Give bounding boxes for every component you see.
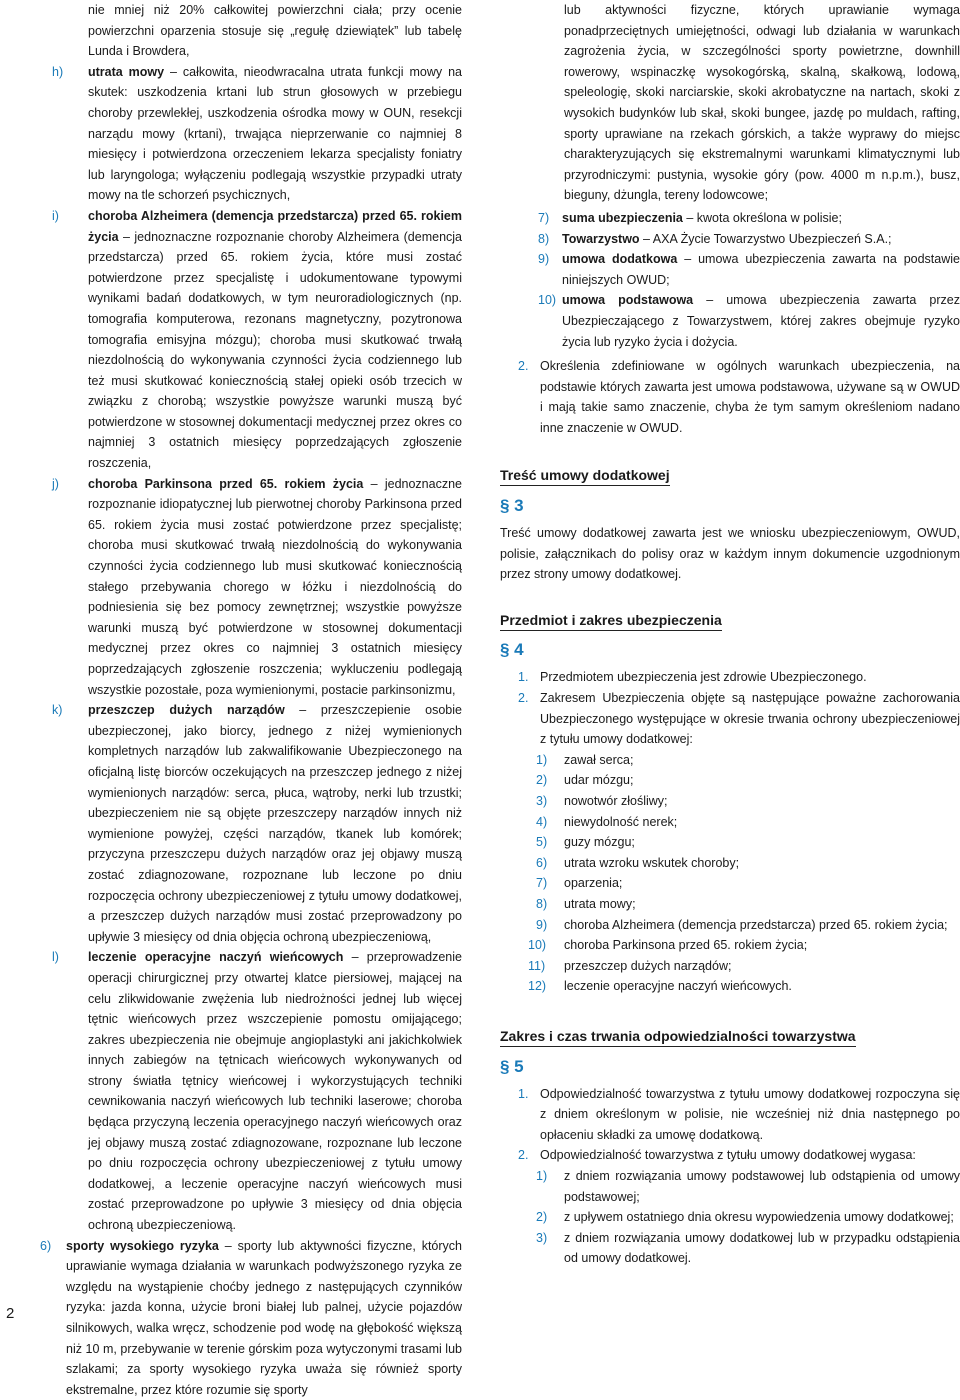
list-item <box>500 976 960 997</box>
list-item-text: choroba Parkinsona przed 65. rokiem życia; <box>564 938 808 953</box>
list-item-text: z upływem ostatniego dnia okresu wypowiedzenia umowy dodatkowej; <box>564 1210 954 1225</box>
list-marker: 3) <box>536 794 548 808</box>
intro-paragraph: nie mniej niż 20% całkowitej powierzchni ciała; przy ocenie powierzchni oparzenia stosuje się „regułę dziewiątek” lub tabelę Lunda i Browdera, <box>88 3 462 59</box>
list-marker: 7) <box>536 876 548 891</box>
point-2 <box>500 688 960 750</box>
list-item-text: przeszczep dużych narządów; <box>564 958 732 973</box>
list-item-text: – umowa ubezpieczenia zawarta przez Ubezpieczającego z Towarzystwem, której zakres obejmuje ryzyko życia lub ryzyko życia i dożycia. <box>562 293 960 349</box>
term: umowa podstawowa <box>562 293 694 308</box>
term: sporty wysokiego ryzyka <box>66 1238 219 1253</box>
term: choroba Parkinsona przed 65. rokiem życia <box>88 476 364 491</box>
list-item <box>500 812 960 833</box>
list-marker: 2) <box>536 773 548 788</box>
list-marker: 9) <box>538 252 550 267</box>
list-item <box>500 935 960 956</box>
definition-text: – przeprowadzenie operacji chirurgicznej przy otwartej klatce piersiowej, mającej na celu zlikwidowanie zwężenia lub niedrożności jednej lub więcej tętnic wieńcowych przez wszczepienie pomostu omijającego; zakres ubezpieczenia nie obejmuje angioplastyki ani jakichkolwiek innych zabiegów na tętnicach wieńcowych wykonywanych od strony światła tętnicy wieńcowej i wykorzystujących techniki cewnikowania naczyń wieńcowych lub techniki laserowe; choroba będąca przyczyną leczenia operacyjnego naczyń wieńcowych oraz jej objawy muszą zostać zdiagnozowane, rozpoznane lub leczone po dniu rozpoczęcia ochrony ubezpieczeniowej z tytułu umowy dodatkowej, a leczenie operacyjne naczyń wieńcowych musi zostać przeprowadzone po upływie 3 miesięcy od dnia objęcia ochroną ubezpieczeniową. <box>88 950 462 1233</box>
point-text: Przedmiotem ubezpieczenia jest zdrowie Ubezpieczonego. <box>540 670 867 685</box>
section-text: Treść umowy dodatkowej zawarta jest we wniosku ubezpieczeniowym, OWUD, polisie, załącznikach do polisy oraz w każdym innym dokumencie uzgodnionym przez strony umowy dodatkowej. <box>500 526 960 582</box>
point-marker: 1. <box>518 670 529 685</box>
term: utrata mowy <box>88 64 165 79</box>
list-marker: l) <box>52 950 59 965</box>
list-item <box>500 229 960 250</box>
expiry-list <box>500 1166 960 1269</box>
list-item <box>500 1207 960 1228</box>
left-column <box>40 0 462 1400</box>
list-item-text: zawał serca; <box>564 752 634 767</box>
list-marker: 7) <box>538 210 550 225</box>
list-marker: 12) <box>528 979 547 994</box>
list-marker: 5) <box>536 835 548 850</box>
page-number: 2 <box>6 1305 15 1322</box>
paragraph-symbol: § 4 <box>500 640 524 660</box>
list-marker: 10) <box>538 293 557 308</box>
list-marker: i) <box>52 208 59 223</box>
term: leczenie operacyjne naczyń wieńcowych <box>88 950 344 965</box>
list-item-text: choroba Alzheimera (demencja przedstarcza) przed 65. rokiem życia; <box>564 917 948 932</box>
point-1 <box>500 1084 960 1146</box>
definition-h <box>40 62 462 206</box>
list-marker: 6) <box>40 1238 52 1253</box>
list-marker: 2) <box>536 1210 548 1225</box>
list-item <box>500 853 960 874</box>
list-marker: 1) <box>536 1168 548 1183</box>
definition-text: – sporty lub aktywności fizyczne, których uprawianie wymaga działania w warunkach podwyższonego ryzyka ze względu na wystąpienie choćby jednego z następujących czynników ryzyka: jazda konna, użycie broni białej lub palnej, użycie pojazdów silnikowych, walka wręcz, schodzenie pod wodę na głębokość większą niż 10 m, przebywanie w terenie górskim poza wytyczonymi trasami lub szlakami; za sporty wysokiego ryzyka uważa się również sporty ekstremalne, przez które rozumie się sporty <box>66 1238 462 1397</box>
definition-6 <box>40 1236 462 1400</box>
list-item-text: guzy mózgu; <box>564 835 635 850</box>
list-item-text: utrata mowy; <box>564 896 636 911</box>
definition-text: – jednoznaczne rozpoznanie idiopatycznej lub pierwotnej choroby Parkinsona przed 65. rokiem życia musi zostać potwierdzone przez specjalistę; choroba musi skutkować trwałą niezdolnością do wykonywania czynności życia codziennego lub musi skutkować koniecznością stałego przebywania chorego w łóżku i niezdolnością do podniesienia się bez pomocy zewnętrznej; wszystkie powyższe warunki muszą być potwierdzone w stosownej dokumentacji medycznej przez okres co najmniej 3 ostatnich miesięcy poprzedzających zgłoszenie roszczenia; wykluczeniu podlegają wszystkie pozostałe, poza wymienionymi, postacie parkinsonizmu, <box>88 476 462 697</box>
list-item <box>500 290 960 352</box>
definition-j <box>40 474 462 701</box>
list-item-text: – kwota określona w polisie; <box>682 210 842 225</box>
list-item <box>500 894 960 915</box>
definition-k <box>40 700 462 947</box>
definition-l <box>40 947 462 1235</box>
list-marker: 1) <box>536 752 548 767</box>
definition-list <box>500 208 960 352</box>
list-item <box>500 249 960 290</box>
continued-definition: lub aktywności fizyczne, których uprawianie wymaga ponadprzeciętnych umiejętności, odwagi lub działania w warunkach zagrożenia życia, w szczególności sporty powietrzne, downhill rowerowy, wspinaczkę wysokogórską, skalną, skałkową, lodową, speleologię, skoki narciarskie, skoki akrobatyczne na nartach, skoki z wysokich budynków lub skał, skoki bungee, jazdę po muldach, rafting, sporty uprawiane na rzekach górskich, a także wyprawy do miejsc charakteryzujących się ekstremalnymi warunkami klimatycznymi lub przyrodniczymi: pustynia, wysokie góry (pow. 4000 m n.p.m.), busz, bieguny, dżungla, tereny lodowcowe; <box>564 3 960 203</box>
list-item-text: – umowa ubezpieczenia zawarta na podstawie niniejszych OWUD; <box>562 252 960 287</box>
point-2 <box>500 1145 960 1166</box>
section-title: Treść umowy dodatkowej <box>500 466 670 486</box>
list-marker: 9) <box>536 917 548 932</box>
term: przeszczep dużych narządów <box>88 703 285 718</box>
list-item <box>500 873 960 894</box>
list-marker: 8) <box>538 231 550 246</box>
list-item <box>500 1228 960 1269</box>
term: umowa dodatkowa <box>562 252 678 267</box>
list-item-text: utrata wzroku wskutek choroby; <box>564 855 740 870</box>
right-column <box>500 0 960 1269</box>
paragraph-symbol: § 5 <box>500 1056 524 1076</box>
definition-i <box>40 206 462 474</box>
list-item-text: oparzenia; <box>564 876 623 891</box>
section-4 <box>500 611 960 997</box>
paragraph-symbol: § 3 <box>500 496 524 516</box>
section-title: Przedmiot i zakres ubezpieczenia <box>500 611 722 631</box>
point-text: Odpowiedzialność towarzystwa z tytułu umowy dodatkowej rozpoczyna się z dniem określonym w polisie, nie wcześniej niż dnia następnego po opłaceniu składki za umowę dodatkową. <box>540 1086 960 1142</box>
point-marker: 1. <box>518 1086 529 1101</box>
point-marker: 2. <box>518 1148 529 1163</box>
section-title: Zakres i czas trwania odpowiedzialności towarzystwa <box>500 1027 856 1047</box>
term: choroba Alzheimera (demencja przedstarcza) przed 65. rokiem życia <box>88 208 462 244</box>
list-item <box>500 791 960 812</box>
list-marker: 4) <box>536 814 548 829</box>
list-item <box>500 915 960 936</box>
list-marker: 6) <box>536 855 548 870</box>
list-marker: j) <box>52 476 59 491</box>
illness-list <box>500 750 960 997</box>
list-item-text: – AXA Życie Towarzystwo Ubezpieczeń S.A.; <box>639 231 892 246</box>
list-item-text: nowotwór złośliwy; <box>564 794 668 808</box>
term: Towarzystwo <box>562 231 640 246</box>
section-3 <box>500 466 960 584</box>
list-item <box>500 208 960 229</box>
list-marker: k) <box>52 703 63 718</box>
list-marker: 8) <box>536 896 548 911</box>
list-item-text: udar mózgu; <box>564 773 634 788</box>
definition-text: – jednoznaczne rozpoznanie choroby Alzheimera (demencja przedstarcza) przed 65. rokiem życia, które musi zostać potwierdzone przez specjalistę i udokumentowane typowymi wynikami badań dodatkowych, w tym neuroradiologicznych (np. tomografia komputerowa, rezonans magnetyczny, pozytronowa tomografia emisyjna mózgu); choroba musi skutkować trwałą niezdolnością do wykonywania czynności życia codziennego lub też musi skutkować koniecznością stałej opieki osób trzecich w związku z chorobą; wszystkie powyższe warunki muszą być potwierdzone w stosownej dokumentacji medycznej przez okres co najmniej 3 ostatnich miesięcy poprzedzających zgłoszenie roszczenia, <box>88 229 462 471</box>
list-marker: h) <box>52 64 64 79</box>
list-item-text: z dniem rozwiązania umowy podstawowej lub odstąpienia od umowy podstawowej; <box>564 1168 960 1204</box>
definition-text: – całkowita, nieodwracalna utrata funkcji mowy na skutek: uszkodzenia krtani lub strun głosowych w przebiegu choroby przewlekłej, uszkodzenia ośrodka mowy w OUN, resekcji narządu mowy (krtani), trwająca nieprzerwanie co najmniej 8 miesięcy i potwierdzona orzeczeniem lekarza specjalisty foniatry lub laryngologa; wyłączeniu podlegają wszystkie przypadki utraty mowy na tle schorzeń psychicznych, <box>88 64 462 203</box>
list-item <box>500 770 960 791</box>
point-text: Odpowiedzialność towarzystwa z tytułu umowy dodatkowej wygasa: <box>540 1148 916 1163</box>
list-marker: 11) <box>528 958 546 973</box>
list-item-text: leczenie operacyjne naczyń wieńcowych. <box>564 979 792 994</box>
point-marker: 2. <box>518 359 529 374</box>
point-2 <box>500 356 960 438</box>
list-marker: 10) <box>528 938 547 953</box>
list-item <box>500 1166 960 1207</box>
section-5 <box>500 1027 960 1269</box>
list-item <box>500 832 960 853</box>
definition-text: – przeszczepienie osobie ubezpieczonej, jako biorcy, jednego z niżej wymienionych kompletnych narządów lub zakwalifikowanie Ubezpieczonego na oficjalną listę biorców oczekujących na przeszczep jednego z niżej wymienionych narządów: serca, płuca, wątroby, nerki lub trzustki; ubezpieczeniem nie są objęte przeszczepy narządów innych niż wymienione powyżej, części narządów, tkanek lub komórek; przyczyna przeszczepu dużych narządów oraz jej objawy muszą zostać zdiagnozowane, rozpoznane lub leczone po dniu rozpoczęcia ochrony ubezpieczeniowej z tytułu umowy dodatkowej, a przeszczep dużych narządów musi zostać przeprowadzony po upływie 3 miesięcy od dnia objęcia ochroną ubezpieczeniową, <box>88 703 462 944</box>
list-item-text: z dniem rozwiązania umowy dodatkowej lub w przypadku odstąpienia od umowy dodatkowej. <box>564 1230 960 1266</box>
list-item-text: niewydolność nerek; <box>564 814 678 829</box>
list-marker: 3) <box>536 1230 548 1245</box>
point-text: Zakresem Ubezpieczenia objęte są następujące poważne zachorowania Ubezpieczonego występujące w okresie trwania ochrony ubezpieczeniowej z tytułu umowy dodatkowej: <box>540 691 960 747</box>
point-1 <box>500 667 960 688</box>
list-item <box>500 750 960 771</box>
list-item <box>500 956 960 977</box>
point-text: Określenia zdefiniowane w ogólnych warunkach ubezpieczenia, na podstawie których zawarta jest umowa podstawowa, używane są w OWUD i mają takie samo znaczenie, chyba że tym samym określeniom nadano inne znaczenie w OWUD. <box>540 359 960 435</box>
term: suma ubezpieczenia <box>562 210 683 225</box>
point-marker: 2. <box>518 691 529 706</box>
